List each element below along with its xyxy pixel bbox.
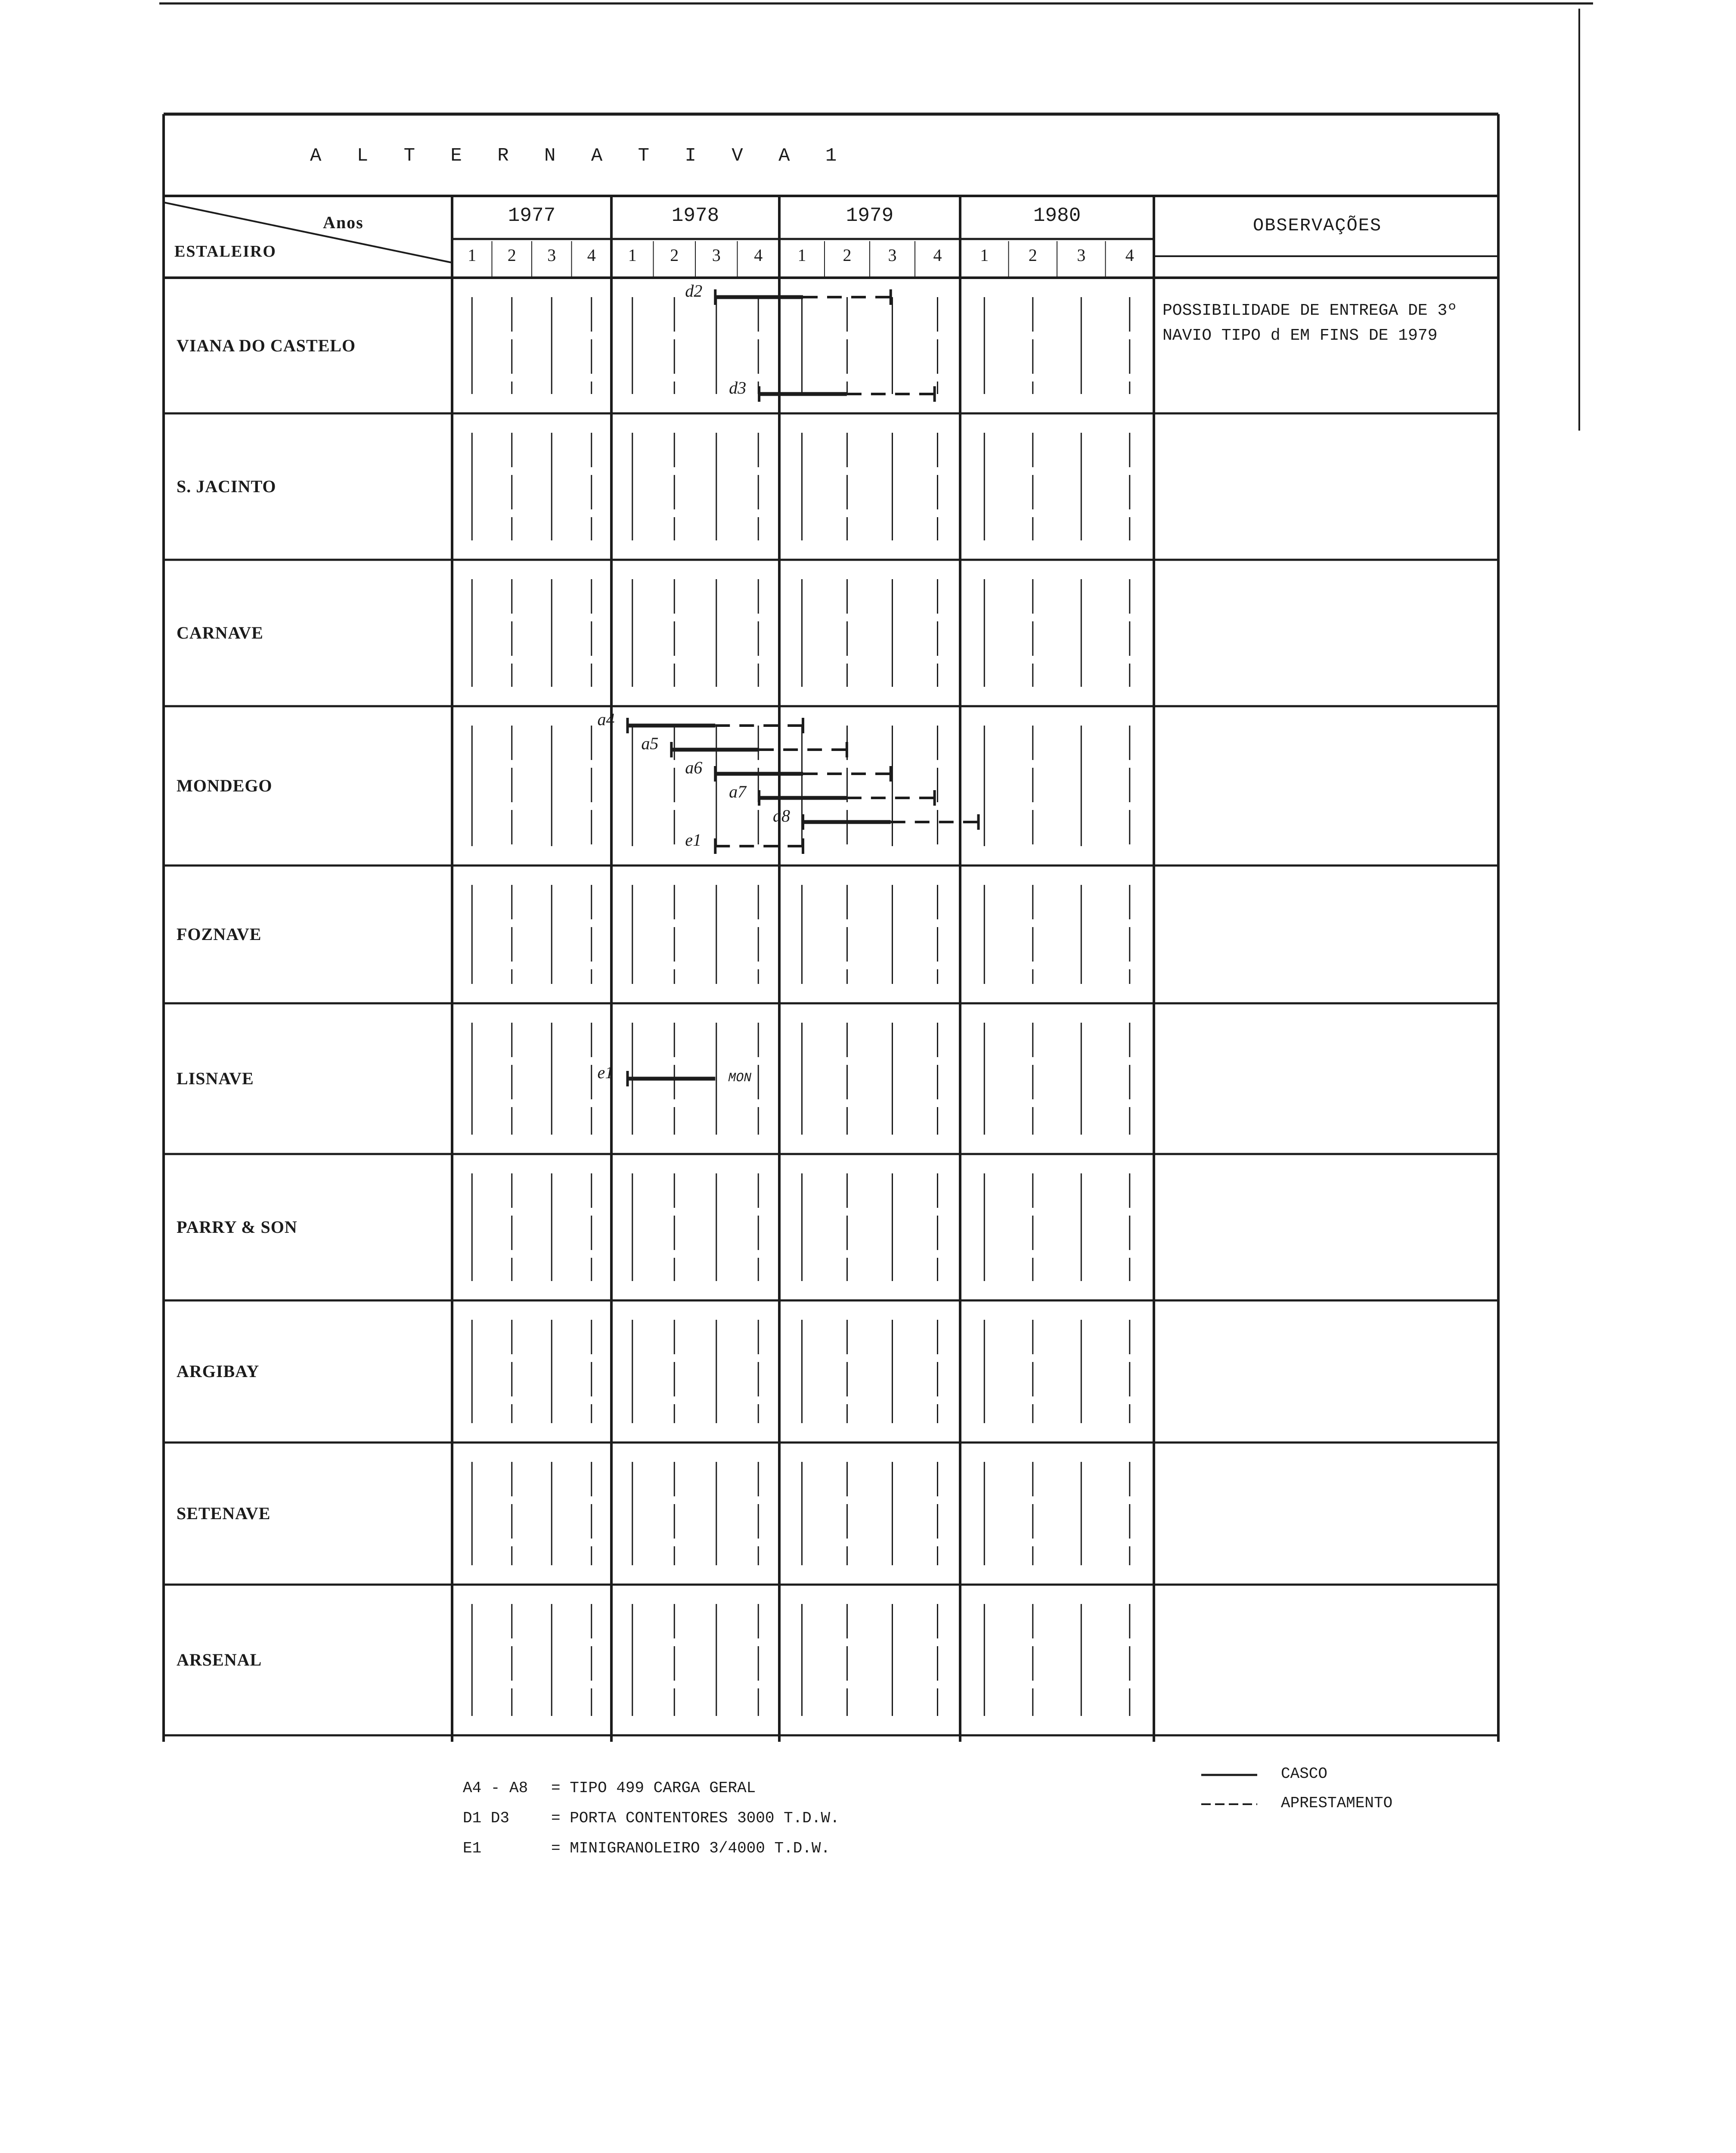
quarter-label: 3 (547, 245, 556, 265)
observation-viana: POSSIBILIDADE DE ENTREGA DE 3º NAVIO TIPO d EM FINS DE 1979 (1162, 301, 1457, 345)
year-label: 1979 (846, 205, 894, 227)
ship-code-label: a8 (773, 806, 790, 825)
header-years-label: Anos (323, 213, 364, 232)
quarter-label: 3 (712, 245, 721, 265)
yard-name: ARGIBAY (177, 1362, 260, 1381)
quarter-label: 2 (670, 245, 679, 265)
document-title: A L T E R N A T I V A 1 (310, 145, 849, 167)
ship-code-label: e1 (597, 1063, 614, 1082)
yard-name: S. JACINTO (177, 477, 276, 496)
quarter-label: 1 (628, 245, 637, 265)
legend-text-a: = TIPO 499 CARGA GERAL (551, 1779, 756, 1797)
legend-code-d: D1 D3 (463, 1809, 510, 1827)
quarter-label: 3 (1077, 245, 1086, 265)
ship-code-label: a4 (597, 710, 615, 729)
legend-aprestamento-label: APRESTAMENTO (1281, 1794, 1393, 1812)
yard-name: SETENAVE (177, 1504, 271, 1523)
quarter-label: 4 (1125, 245, 1134, 265)
ship-code-label: d2 (685, 281, 703, 301)
header-yard-label: ESTALEIRO (174, 242, 276, 261)
yard-name: MONDEGO (177, 776, 273, 795)
quarter-label: 2 (843, 245, 852, 265)
legend-text-e: = MINIGRANOLEIRO 3/4000 T.D.W. (551, 1840, 831, 1857)
yard-name: ARSENAL (177, 1650, 262, 1669)
quarter-label: 4 (587, 245, 596, 265)
quarter-label: 3 (888, 245, 897, 265)
ship-code-label: e1 (685, 830, 702, 850)
ship-code-label: a6 (685, 758, 703, 777)
ship-code-label: a5 (641, 734, 659, 753)
header-observations-label: OBSERVAÇÕES (1253, 215, 1382, 236)
year-label: 1978 (671, 205, 719, 227)
yard-name: LISNAVE (177, 1069, 254, 1088)
year-label: 1980 (1033, 205, 1081, 227)
quarter-label: 2 (507, 245, 516, 265)
quarter-label: 4 (754, 245, 763, 265)
quarter-label: 2 (1028, 245, 1037, 265)
yard-name: VIANA DO CASTELO (177, 335, 356, 355)
legend-code-a: A4 - A8 (463, 1779, 528, 1797)
quarter-label: 1 (980, 245, 989, 265)
year-label: 1977 (508, 205, 556, 227)
ship-code-label: a7 (729, 782, 747, 801)
quarter-label: 1 (797, 245, 806, 265)
legend-code-e: E1 (463, 1840, 482, 1857)
quarter-label: 4 (933, 245, 942, 265)
quarter-label: 1 (468, 245, 477, 265)
yard-name: PARRY & SON (177, 1217, 298, 1237)
yard-name: CARNAVE (177, 623, 264, 642)
ship-code-label: d3 (729, 378, 747, 397)
legend-casco-label: CASCO (1281, 1765, 1328, 1783)
ship-note-label: MON (728, 1071, 752, 1086)
legend-text-d: = PORTA CONTENTORES 3000 T.D.W. (551, 1809, 840, 1827)
yard-name: FOZNAVE (177, 924, 262, 944)
